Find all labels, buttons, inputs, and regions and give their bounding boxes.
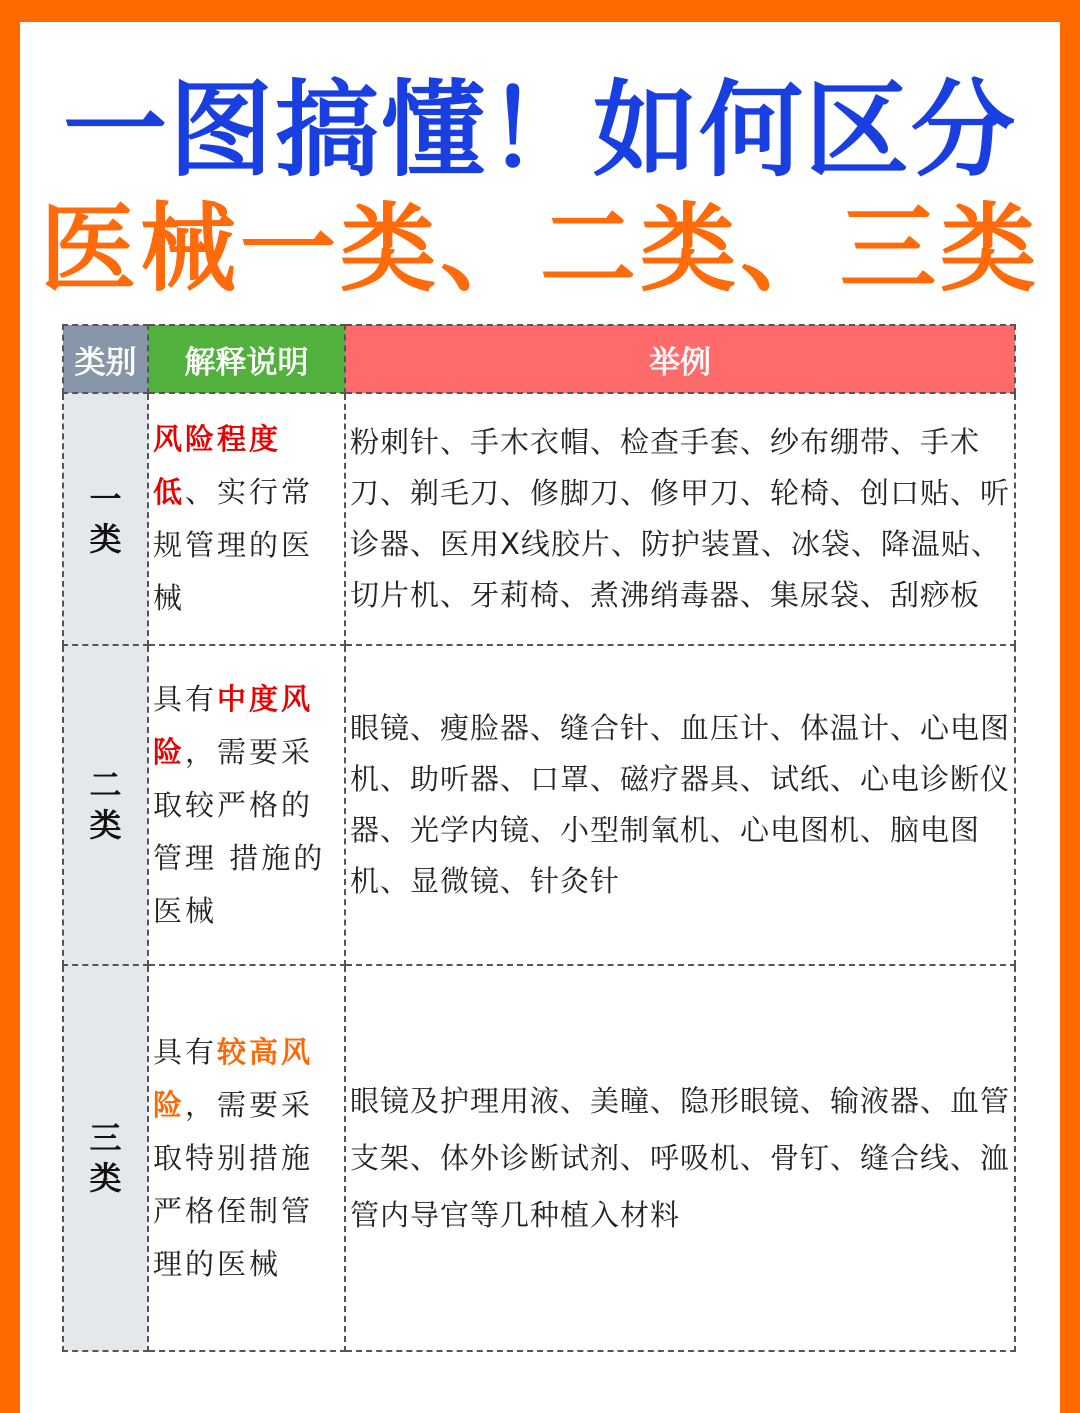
explanation-cell bbox=[148, 645, 345, 965]
category-cell bbox=[63, 965, 148, 1351]
header-category: 类别 bbox=[63, 325, 148, 393]
category-cell bbox=[63, 645, 148, 965]
examples-cell: 眼镜及护理用液、美瞳、隐形眼镜、输液器、血管支架、体外诊断试剂、呼吸机、骨钉、缝合线、洫管内导官等几种植入材料 bbox=[345, 965, 1015, 1351]
explanation-text: ，需要采取特别措施严格侄制管理的医械 bbox=[153, 1087, 314, 1281]
risk-highlight: 风险程度低 bbox=[153, 422, 282, 509]
classification-table bbox=[62, 324, 1016, 1352]
explanation-text: ，需要采取较严格的管理 措施的医械 bbox=[153, 734, 326, 928]
explanation-prefix: 具有 bbox=[153, 681, 218, 716]
table-header-row bbox=[63, 325, 1015, 393]
category-cell bbox=[63, 393, 148, 645]
table-row-class-2 bbox=[63, 645, 1015, 965]
risk-highlight: 中度风险 bbox=[153, 681, 314, 769]
examples-cell: 眼镜、瘦脸器、缝合针、血压计、体温计、心电图机、助听器、口罩、磁疗器具、试纸、心电诊断仪器、光学内镜、小型制氧机、心电图机、脑电图机、显微镜、针灸针 bbox=[345, 645, 1015, 965]
explanation-cell bbox=[148, 965, 345, 1351]
infographic-card bbox=[20, 22, 1060, 1413]
header-examples: 举例 bbox=[345, 325, 1015, 393]
category-label-b: 类 bbox=[89, 1159, 122, 1197]
table-row-class-1 bbox=[63, 393, 1015, 645]
header-explanation: 解释说明 bbox=[148, 325, 345, 393]
category-label-b: 类 bbox=[89, 520, 122, 558]
explanation-text: 、实行常规管理的医械 bbox=[153, 475, 314, 615]
explanation-prefix: 具有 bbox=[153, 1034, 218, 1069]
risk-highlight: 较高风险 bbox=[153, 1034, 314, 1122]
title-line-1: 一图搞懂！如何区分 bbox=[62, 69, 1017, 191]
category-label-a: 一 bbox=[89, 480, 122, 518]
category-label-a: 三 bbox=[89, 1119, 122, 1157]
explanation-cell bbox=[148, 393, 345, 645]
category-label-a: 二 bbox=[89, 766, 122, 804]
category-label-b: 类 bbox=[89, 806, 122, 844]
title-line-2: 医械一类、二类、三类 bbox=[40, 193, 1040, 305]
examples-cell: 粉刺针、手木衣帽、检查手套、纱布绷带、手术刀、剃毛刀、修脚刀、修甲刀、轮椅、创口贴、听诊器、医用X线胶片、防护装置、冰袋、降温贴、切片机、牙莉椅、煮沸绡毒器、集尿袋、刮痧板 bbox=[345, 393, 1015, 645]
table-row-class-3 bbox=[63, 965, 1015, 1351]
